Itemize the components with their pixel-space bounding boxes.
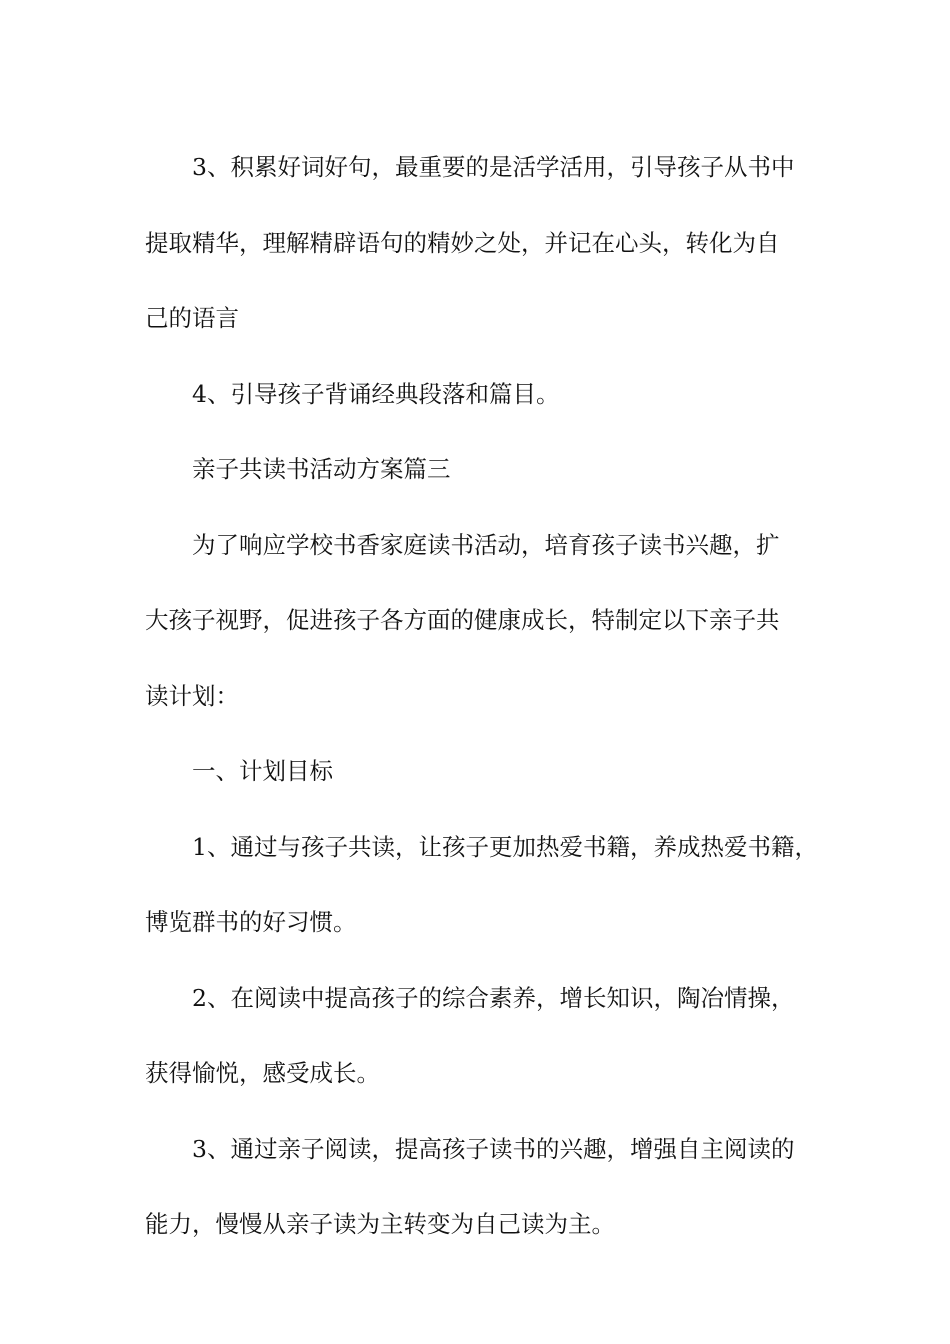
paragraph-line: 读计划： bbox=[145, 681, 239, 710]
paragraph-line: 为了响应学校书香家庭读书活动，培育孩子读书兴趣，扩 bbox=[192, 530, 780, 559]
section-heading: 亲子共读书活动方案篇三 bbox=[192, 455, 451, 483]
paragraph-line: 3、积累好词好句，最重要的是活学活用，引导孩子从书中 bbox=[192, 153, 795, 181]
paragraph-line: 3、通过亲子阅读，提高孩子读书的兴趣，增强自主阅读的 bbox=[192, 1134, 795, 1163]
subsection-heading: 一、计划目标 bbox=[192, 757, 333, 785]
paragraph-line: 1、通过与孩子共读，让孩子更加热爱书籍，养成热爱书籍， bbox=[192, 832, 818, 861]
paragraph-line: 大孩子视野，促进孩子各方面的健康成长，特制定以下亲子共 bbox=[145, 606, 780, 634]
paragraph-line: 2、在阅读中提高孩子的综合素养，增长知识，陶冶情操， bbox=[192, 983, 795, 1012]
paragraph-line: 能力，慢慢从亲子读为主转变为自己读为主。 bbox=[145, 1210, 615, 1238]
paragraph-line: 4、引导孩子背诵经典段落和篇目。 bbox=[192, 379, 560, 408]
paragraph-line: 己的语言 bbox=[145, 304, 239, 332]
paragraph-line: 提取精华，理解精辟语句的精妙之处，并记在心头，转化为自 bbox=[145, 228, 780, 257]
document-body bbox=[145, 130, 825, 1263]
paragraph-line: 博览群书的好习惯。 bbox=[145, 908, 357, 936]
paragraph-line: 获得愉悦，感受成长。 bbox=[145, 1059, 380, 1087]
